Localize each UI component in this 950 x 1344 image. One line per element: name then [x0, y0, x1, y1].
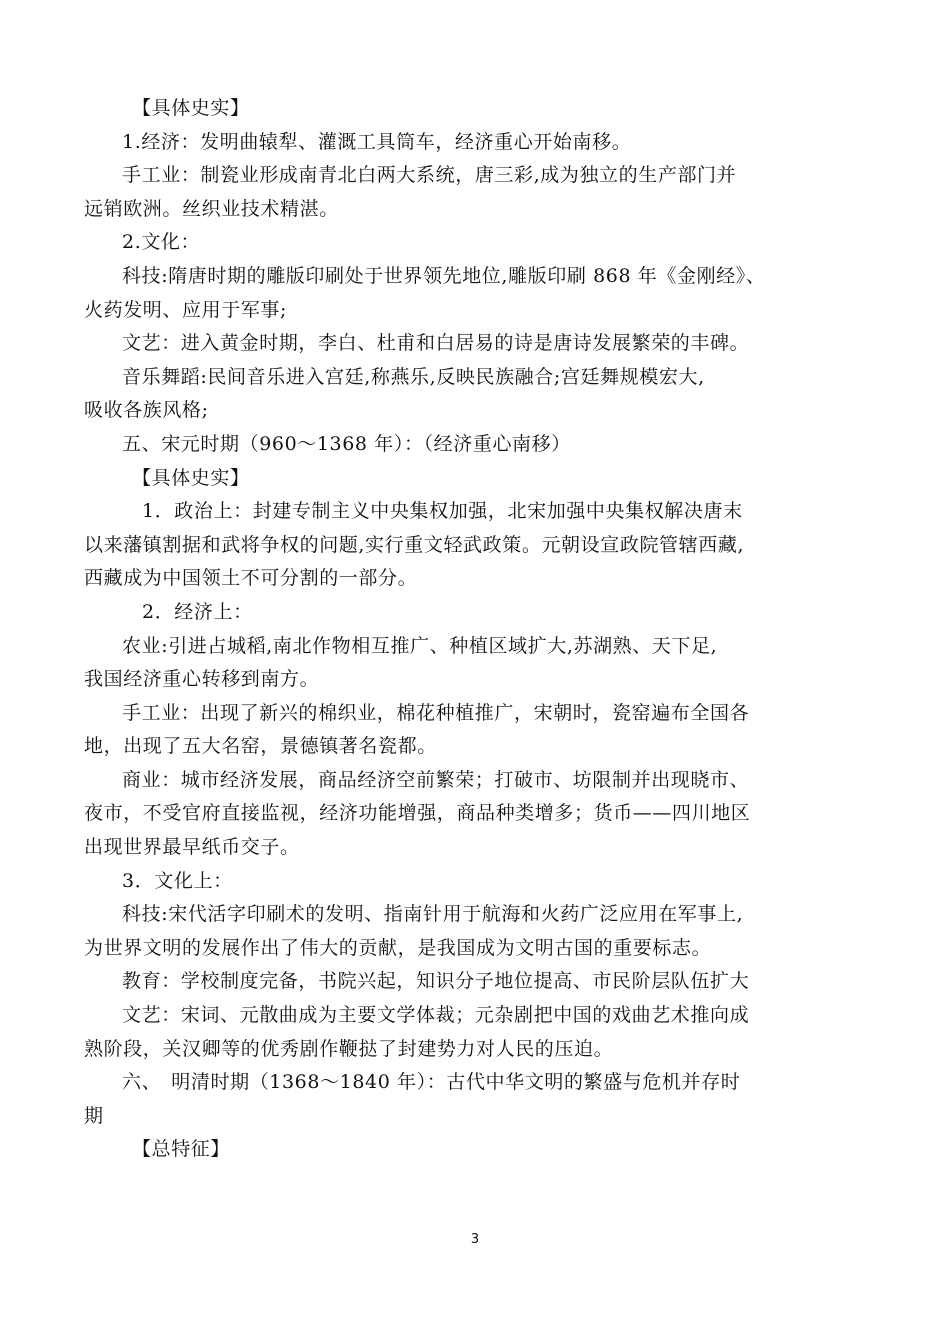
text-line: 六、 明清时期（1368～1840 年）：古代中华文明的繁盛与危机并存时 — [122, 1071, 741, 1094]
text-line: 期 — [84, 1104, 104, 1127]
text-line: 2.文化： — [122, 231, 201, 254]
text-line: 五、宋元时期（960～1368 年）：（经济重心南移） — [122, 432, 571, 455]
text-line: 科技:隋唐时期的雕版印刷处于世界领先地位,雕版印刷 868 年《金刚经》、 — [122, 264, 766, 287]
text-line: 【总特征】 — [132, 1138, 231, 1161]
text-line: 商业：城市经济发展，商品经济空前繁荣；打破市、坊限制并出现晓市、 — [122, 768, 750, 791]
text-line: 以来藩镇割据和武将争权的问题,实行重文轻武政策。元朝设宣政院管辖西藏, — [84, 533, 745, 556]
text-line: 农业:引进占城稻,南北作物相互推广、种植区域扩大,苏湖熟、天下足, — [122, 634, 718, 657]
text-line: 熟阶段，关汉卿等的优秀剧作鞭挞了封建势力对人民的压迫。 — [84, 1037, 614, 1060]
text-line: 3．文化上： — [122, 869, 233, 892]
text-line: 教育：学校制度完备，书院兴起，知识分子地位提高、市民阶层队伍扩大 — [122, 970, 750, 993]
text-line: 【具体史实】 — [132, 97, 250, 119]
text-line: 出现世界最早纸币交子。 — [84, 836, 300, 859]
text-line: 【具体史实】 — [132, 466, 250, 489]
text-line: 为世界文明的发展作出了伟大的贡献，是我国成为文明古国的重要标志。 — [84, 936, 712, 959]
text-line: 我国经济重心转移到南方。 — [84, 668, 320, 691]
text-line: 地，出现了五大名窑，景德镇著名瓷都。 — [84, 735, 437, 758]
text-line: 火药发明、应用于军事; — [84, 298, 288, 321]
text-line: 夜市，不受官府直接监视，经济功能增强，商品种类增多；货币——四川地区 — [84, 802, 751, 825]
text-line: 科技:宋代活字印刷术的发明、指南针用于航海和火药广泛应用在军事上, — [122, 903, 744, 926]
text-line: 手工业：制瓷业形成南青北白两大系统，唐三彩,成为独立的生产部门并 — [122, 164, 737, 187]
text-line: 2．经济上： — [142, 600, 253, 623]
text-line: 吸收各族风格; — [84, 399, 209, 422]
text-line: 音乐舞蹈:民间音乐进入宫廷,称燕乐,反映民族融合;宫廷舞规模宏大, — [122, 365, 705, 388]
document-body — [84, 92, 870, 1167]
text-line: 1．政治上：封建专制主义中央集权加强，北宋加强中央集权解决唐末 — [142, 500, 743, 523]
text-line: 西藏成为中国领土不可分割的一部分。 — [84, 567, 418, 590]
text-line: 文艺：宋词、元散曲成为主要文学体裁；元杂剧把中国的戏曲艺术推向成 — [122, 1004, 750, 1027]
text-line: 文艺：进入黄金时期，李白、杜甫和白居易的诗是唐诗发展繁荣的丰碑。 — [122, 332, 750, 355]
page-number: 3 — [470, 1232, 480, 1247]
text-line: 手工业：出现了新兴的棉织业，棉花种植推广，宋朝时，瓷窑遍布全国各 — [122, 701, 750, 724]
text-line: 1.经济：发明曲辕犁、灌溉工具筒车，经济重心开始南移。 — [122, 130, 632, 153]
text-line: 远销欧洲。丝织业技术精湛。 — [84, 197, 339, 220]
